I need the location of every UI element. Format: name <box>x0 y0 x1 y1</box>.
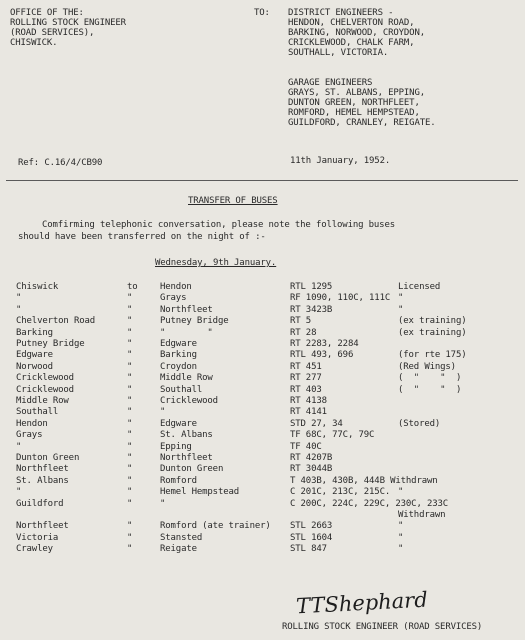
transfer-to-cell: " <box>127 316 133 327</box>
transfer-row <box>0 419 525 430</box>
transfer-note-cell: (ex training) <box>398 327 467 338</box>
transfer-row <box>0 385 525 396</box>
transfer-row <box>0 453 525 464</box>
transfer-row <box>0 373 525 384</box>
garage-line: GARAGE ENGINEERS <box>288 78 373 88</box>
transfer-note-cell: (for rte 175) <box>398 350 467 361</box>
transfer-row <box>0 316 525 327</box>
transfer-from-cell: Crawley <box>16 544 53 555</box>
transfer-to-cell: " <box>127 407 133 418</box>
transfer-from-cell: " <box>16 441 22 452</box>
district-line: HENDON, CHELVERTON ROAD, <box>288 18 415 28</box>
transfer-to-cell: " <box>127 384 133 395</box>
transfer-dest-cell: Reigate <box>160 544 197 555</box>
transfer-from-cell: Norwood <box>16 361 53 372</box>
transfer-note-cell: " <box>398 487 404 498</box>
transfer-to-cell: " <box>127 361 133 372</box>
transfer-buses-cell: STD 27, 34 <box>290 418 343 429</box>
transfer-to-cell: " <box>127 544 133 555</box>
transfer-note-cell: " <box>398 293 404 304</box>
transfer-to-cell: " <box>127 396 133 406</box>
transfer-note-cell: (ex training) <box>398 316 467 327</box>
transfer-row <box>0 476 525 487</box>
transfer-row <box>0 464 525 475</box>
intro-line: should have been transferred on the night of :- <box>18 232 266 242</box>
transfer-to-cell: " <box>127 487 133 498</box>
transfer-buses-cell: RT 2283, 2284 <box>290 339 359 349</box>
transfer-buses-cell: C 201C, 213C, 215C. <box>290 487 391 498</box>
transfer-dest-cell: Hendon <box>160 282 192 292</box>
transfer-to-cell: " <box>127 532 133 543</box>
transfer-dest-cell: Croydon <box>160 361 197 372</box>
transfer-dest-cell: Northfleet <box>160 304 213 315</box>
transfer-to-cell: to <box>127 282 138 292</box>
transfer-dest-cell: Edgware <box>160 418 197 429</box>
transfer-note-cell: " <box>398 532 404 543</box>
garage-line: DUNTON GREEN, NORTHFLEET, <box>288 98 420 108</box>
transfer-note-cell: Licensed <box>398 282 441 292</box>
district-line: BARKING, NORWOOD, CROYDON, <box>288 28 425 38</box>
garage-line: GUILDFORD, CRANLEY, REIGATE. <box>288 118 436 128</box>
transfer-dest-cell: Cricklewood <box>160 396 218 406</box>
transfer-buses-cell: RT 3423B <box>290 304 333 315</box>
transfer-row <box>0 407 525 418</box>
transfer-row <box>0 328 525 339</box>
transfer-row <box>0 544 525 555</box>
transfer-row <box>0 350 525 361</box>
transfer-to-cell: " <box>127 441 133 452</box>
transfer-from-cell: Barking <box>16 327 53 338</box>
transfer-to-cell: " <box>127 475 133 486</box>
district-line: DISTRICT ENGINEERS - <box>288 8 394 18</box>
transfer-note-cell: " <box>398 544 404 555</box>
transfer-note-cell: (Stored) <box>398 418 441 429</box>
transfer-from-cell: " <box>16 304 22 315</box>
transfer-from-cell: St. Albans <box>16 475 69 486</box>
transfer-from-cell: Hendon <box>16 418 48 429</box>
transfer-dest-cell: " " <box>160 327 213 338</box>
transfer-buses-cell: RT 403 <box>290 384 322 395</box>
transfer-note-cell: ( " " ) <box>398 373 462 384</box>
transfer-from-cell: Southall <box>16 407 59 418</box>
transfer-from-cell: Guildford <box>16 498 64 509</box>
transfer-from-cell: Middle Row <box>16 396 69 406</box>
transfer-from-cell: Chelverton Road <box>16 316 96 327</box>
transfer-row <box>0 533 525 544</box>
office-line: CHISWICK. <box>10 38 58 48</box>
memo-date: 11th January, 1952. <box>290 156 391 166</box>
transfer-to-cell: " <box>127 373 133 384</box>
garage-line: ROMFORD, HEMEL HEMPSTEAD, <box>288 108 420 118</box>
intro-line: Comfirming telephonic conversation, please note the following buses <box>42 220 395 230</box>
transfer-from-cell: Putney Bridge <box>16 339 85 349</box>
transfer-from-cell: Northfleet <box>16 464 69 475</box>
transfer-from-cell: Grays <box>16 430 43 441</box>
transfer-to-cell: " <box>127 339 133 349</box>
transfer-row <box>0 510 525 521</box>
transfer-dest-cell: Barking <box>160 350 197 361</box>
transfer-row <box>0 305 525 316</box>
transfer-row <box>0 339 525 350</box>
transfer-from-cell: Edgware <box>16 350 53 361</box>
transfer-to-cell: " <box>127 293 133 304</box>
transfer-row <box>0 396 525 407</box>
transfer-to-cell: " <box>127 464 133 475</box>
district-line: SOUTHALL, VICTORIA. <box>288 48 389 58</box>
transfer-from-cell: Cricklewood <box>16 373 74 384</box>
transfer-to-cell: " <box>127 521 133 532</box>
transfer-from-cell: Victoria <box>16 532 59 543</box>
transfer-row <box>0 487 525 498</box>
transfer-to-cell: " <box>127 498 133 509</box>
transfer-dest-cell: Edgware <box>160 339 197 349</box>
transfer-dest-cell: Romford (ate trainer) <box>160 521 271 532</box>
office-line: (ROAD SERVICES), <box>10 28 95 38</box>
to-label: TO: <box>254 8 270 18</box>
transfer-buses-cell: RT 28 <box>290 327 317 338</box>
transfer-note-cell: (Red Wings) <box>398 361 456 372</box>
transfer-buses-cell: RF 1090, 110C, 111C <box>290 293 391 304</box>
office-line: ROLLING STOCK ENGINEER <box>10 18 126 28</box>
transfer-dest-cell: Epping <box>160 441 192 452</box>
transfer-buses-cell: STL 847 <box>290 544 327 555</box>
transfer-note-cell: " <box>398 521 404 532</box>
garage-line: GRAYS, ST. ALBANS, EPPING, <box>288 88 425 98</box>
transfer-from-cell: Cricklewood <box>16 384 74 395</box>
transfer-dest-cell: Southall <box>160 384 203 395</box>
transfer-row <box>0 442 525 453</box>
transfer-note-cell: " <box>398 304 404 315</box>
transfer-buses-cell: RTL 493, 696 <box>290 350 354 361</box>
transfer-from-cell: Chiswick <box>16 282 59 292</box>
transfer-row <box>0 521 525 532</box>
heading: TRANSFER OF BUSES <box>188 196 278 206</box>
transfer-row <box>0 430 525 441</box>
transfer-to-cell: " <box>127 418 133 429</box>
transfer-buses-cell: RT 3044B <box>290 464 333 475</box>
transfer-dest-cell: Grays <box>160 293 187 304</box>
transfer-to-cell: " <box>127 327 133 338</box>
transfer-buses-cell: RT 4138 <box>290 396 327 406</box>
transfer-from-cell: " <box>16 293 22 304</box>
transfer-dest-cell: Putney Bridge <box>160 316 229 327</box>
signature: TTShephard <box>295 587 429 619</box>
transfer-from-cell: " <box>16 487 22 498</box>
transfer-buses-cell: C 200C, 224C, 229C, 230C, 233C <box>290 498 449 509</box>
transfer-dest-cell: Romford <box>160 475 197 486</box>
transfer-buses-cell: RTL 1295 <box>290 282 333 292</box>
office-line: OFFICE OF THE: <box>10 8 84 18</box>
transfer-row <box>0 282 525 293</box>
transfer-dest-cell: Stansted <box>160 532 203 543</box>
transfer-dest-cell: Middle Row <box>160 373 213 384</box>
transfer-to-cell: " <box>127 350 133 361</box>
transfer-row <box>0 362 525 373</box>
transfer-row <box>0 293 525 304</box>
transfer-dest-cell: Northfleet <box>160 453 213 463</box>
transfer-row <box>0 499 525 510</box>
transfer-dest-cell: Dunton Green <box>160 464 224 475</box>
transfer-buses-cell: STL 1604 <box>290 532 333 543</box>
reference: Ref: C.16/4/CB90 <box>18 158 103 168</box>
transfer-buses-cell: RT 4141 <box>290 407 327 418</box>
transfer-from-cell: Northfleet <box>16 521 69 532</box>
signature-caption: ROLLING STOCK ENGINEER (ROAD SERVICES) <box>282 622 483 632</box>
transfer-day: Wednesday, 9th January. <box>155 258 277 268</box>
transfer-dest-cell: " <box>160 498 166 509</box>
transfer-from-cell: Dunton Green <box>16 453 80 463</box>
transfer-buses-cell: RT 5 <box>290 316 312 327</box>
transfer-note-cell: Withdrawn <box>398 510 446 520</box>
district-line: CRICKLEWOOD, CHALK FARM, <box>288 38 415 48</box>
transfer-buses-cell: STL 2663 <box>290 521 333 532</box>
transfer-to-cell: " <box>127 430 133 441</box>
transfer-buses-cell: RT 4207B <box>290 453 333 463</box>
transfer-buses-cell: T 403B, 430B, 444B Withdrawn <box>290 475 438 486</box>
transfer-buses-cell: TF 40C <box>290 441 322 452</box>
transfer-to-cell: " <box>127 304 133 315</box>
transfer-dest-cell: Hemel Hempstead <box>160 487 240 498</box>
transfer-to-cell: " <box>127 453 133 463</box>
transfer-dest-cell: St. Albans <box>160 430 213 441</box>
transfer-dest-cell: " <box>160 407 166 418</box>
transfer-buses-cell: RT 451 <box>290 361 322 372</box>
transfer-buses-cell: TF 68C, 77C, 79C <box>290 430 375 441</box>
transfer-buses-cell: RT 277 <box>290 373 322 384</box>
transfer-note-cell: ( " " ) <box>398 384 462 395</box>
